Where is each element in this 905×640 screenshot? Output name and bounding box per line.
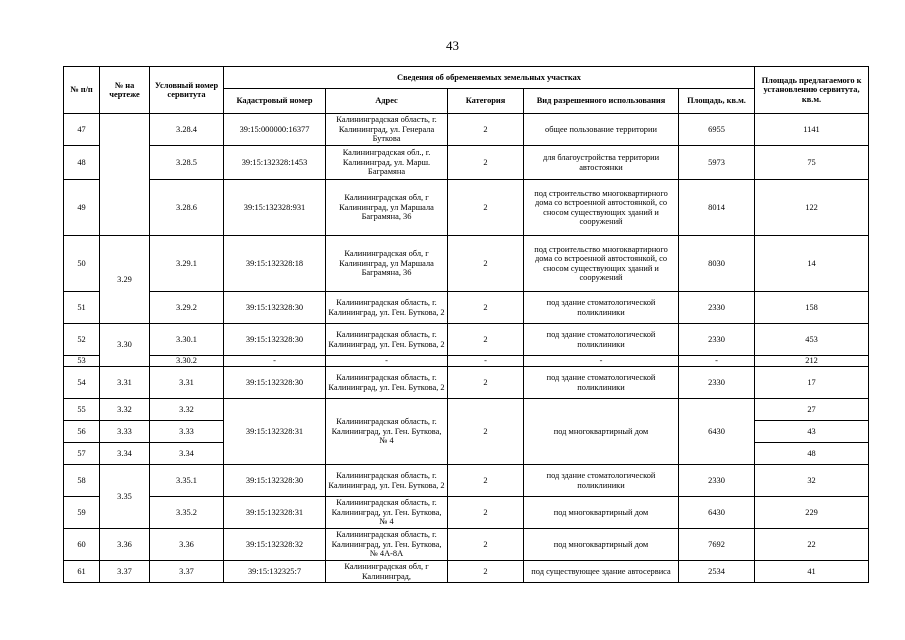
cell-category: 2 (448, 114, 524, 146)
cell-servitude-area: 14 (755, 236, 869, 292)
cell-num: 56 (64, 421, 100, 443)
cell-area: 6955 (679, 114, 755, 146)
table-row (64, 324, 869, 356)
cell-cadastral: 39:15:132328:931 (224, 180, 326, 236)
cell-drawing-no: 3.32 (100, 399, 150, 421)
cell-use: под здание стоматологической поликлиники (524, 292, 679, 324)
cell-drawing-no: 3.30 (100, 324, 150, 367)
header-drawing-no: № на чертеже (100, 67, 150, 114)
table-row (64, 465, 869, 497)
cell-drawing-no (100, 114, 150, 236)
table-row (64, 367, 869, 399)
cell-num: 50 (64, 236, 100, 292)
cell-area: 2330 (679, 465, 755, 497)
cell-servitude-area: 1141 (755, 114, 869, 146)
cell-cadastral: 39:15:132328:31 (224, 497, 326, 529)
cell-servitude-no: 3.30.2 (150, 356, 224, 367)
cell-cadastral: 39:15:132328:1453 (224, 146, 326, 180)
cell-address: Калининградская область, г. Калининград, ул. Ген. Буткова, 2 (326, 324, 448, 356)
cell-area: 2534 (679, 561, 755, 583)
table-row (64, 146, 869, 180)
cell-servitude-no: 3.34 (150, 443, 224, 465)
cell-drawing-no: 3.34 (100, 443, 150, 465)
cell-servitude-no: 3.37 (150, 561, 224, 583)
cell-servitude-area: 453 (755, 324, 869, 356)
cell-area: 6430 (679, 497, 755, 529)
cell-use: под многоквартирный дом (524, 399, 679, 465)
header-num: № п/п (64, 67, 100, 114)
cell-area: 8014 (679, 180, 755, 236)
cell-servitude-no: 3.36 (150, 529, 224, 561)
cell-category: - (448, 356, 524, 367)
cell-category: 2 (448, 146, 524, 180)
cell-address: Калининградская область, г. Калининград, ул. Ген. Буткова, № 4 (326, 399, 448, 465)
cell-use: - (524, 356, 679, 367)
cell-use: под строительство многоквартирного дома со встроенной автостоянкой, со сносом существующих зданий и сооружений (524, 236, 679, 292)
cell-servitude-no: 3.28.5 (150, 146, 224, 180)
cell-drawing-no: 3.31 (100, 367, 150, 399)
cell-num: 53 (64, 356, 100, 367)
cell-address: Калининградская обл, г Калининград, ул Маршала Баграмяна, 36 (326, 236, 448, 292)
cell-category: 2 (448, 465, 524, 497)
cell-drawing-no: 3.36 (100, 529, 150, 561)
cell-num: 59 (64, 497, 100, 529)
servitude-table (63, 66, 869, 583)
cell-category: 2 (448, 324, 524, 356)
cell-num: 54 (64, 367, 100, 399)
cell-area: 5973 (679, 146, 755, 180)
cell-use: под существующее здание автосервиса (524, 561, 679, 583)
cell-category: 2 (448, 561, 524, 583)
cell-servitude-no: 3.35.2 (150, 497, 224, 529)
cell-cadastral: - (224, 356, 326, 367)
cell-servitude-no: 3.30.1 (150, 324, 224, 356)
cell-servitude-no: 3.33 (150, 421, 224, 443)
cell-cadastral: 39:15:000000:16377 (224, 114, 326, 146)
cell-servitude-area: 48 (755, 443, 869, 465)
table-row (64, 497, 869, 529)
header-cadastral: Кадастровый номер (224, 89, 326, 114)
cell-address: - (326, 356, 448, 367)
cell-servitude-no: 3.32 (150, 399, 224, 421)
cell-category: 2 (448, 497, 524, 529)
cell-use: под здание стоматологической поликлиники (524, 465, 679, 497)
cell-drawing-no: 3.35 (100, 465, 150, 529)
cell-servitude-area: 43 (755, 421, 869, 443)
cell-area: 7692 (679, 529, 755, 561)
table-row (64, 399, 869, 421)
cell-cadastral: 39:15:132328:30 (224, 465, 326, 497)
table-row (64, 529, 869, 561)
cell-address: Калининградская область, г. Калининград, ул. Ген. Буткова, № 4 (326, 497, 448, 529)
cell-servitude-no: 3.35.1 (150, 465, 224, 497)
cell-category: 2 (448, 180, 524, 236)
cell-area: 2330 (679, 292, 755, 324)
cell-servitude-no: 3.28.6 (150, 180, 224, 236)
cell-num: 60 (64, 529, 100, 561)
cell-area: 8030 (679, 236, 755, 292)
cell-servitude-no: 3.28.4 (150, 114, 224, 146)
cell-servitude-area: 41 (755, 561, 869, 583)
cell-address: Калининградская область, г. Калининград, ул. Ген. Буткова, № 4А-8А (326, 529, 448, 561)
header-servitude-area: Площадь предлагаемого к установлению сервитута, кв.м. (755, 67, 869, 114)
cell-cadastral: 39:15:132328:30 (224, 324, 326, 356)
cell-num: 52 (64, 324, 100, 356)
cell-servitude-area: 22 (755, 529, 869, 561)
cell-num: 57 (64, 443, 100, 465)
table-row (64, 114, 869, 146)
cell-area: 2330 (679, 324, 755, 356)
cell-servitude-area: 212 (755, 356, 869, 367)
cell-servitude-no: 3.31 (150, 367, 224, 399)
cell-address: Калининградская область, г. Калининград, ул. Генерала Буткова (326, 114, 448, 146)
cell-num: 55 (64, 399, 100, 421)
cell-address: Калининградская обл, г Калининград, (326, 561, 448, 583)
cell-cadastral: 39:15:132328:30 (224, 367, 326, 399)
header-group: Сведения об обременяемых земельных участках (224, 67, 755, 89)
header-address: Адрес (326, 89, 448, 114)
cell-servitude-area: 158 (755, 292, 869, 324)
table-row (64, 236, 869, 292)
cell-drawing-no: 3.29 (100, 236, 150, 324)
cell-address: Калининградская обл., г. Калининград, ул. Марш. Баграмяна (326, 146, 448, 180)
cell-use: под строительство многоквартирного дома со встроенной автостоянкой, со сносом существующих зданий и сооружений (524, 180, 679, 236)
cell-servitude-area: 229 (755, 497, 869, 529)
header-area: Площадь, кв.м. (679, 89, 755, 114)
cell-use: под многоквартирный дом (524, 529, 679, 561)
cell-address: Калининградская область, г. Калининград, ул. Ген. Буткова, 2 (326, 367, 448, 399)
cell-cadastral: 39:15:132325:7 (224, 561, 326, 583)
cell-category: 2 (448, 529, 524, 561)
cell-category: 2 (448, 292, 524, 324)
cell-drawing-no: 3.33 (100, 421, 150, 443)
cell-num: 47 (64, 114, 100, 146)
cell-category: 2 (448, 236, 524, 292)
header-category: Категория (448, 89, 524, 114)
cell-address: Калининградская область, г. Калининград, ул. Ген. Буткова, 2 (326, 465, 448, 497)
cell-area: 6430 (679, 399, 755, 465)
cell-num: 51 (64, 292, 100, 324)
cell-use: общее пользование территории (524, 114, 679, 146)
page-number: 43 (446, 38, 459, 53)
cell-address: Калининградская обл, г Калининград, ул Маршала Баграмяна, 36 (326, 180, 448, 236)
cell-servitude-area: 122 (755, 180, 869, 236)
cell-cadastral: 39:15:132328:18 (224, 236, 326, 292)
cell-servitude-area: 27 (755, 399, 869, 421)
cell-cadastral: 39:15:132328:32 (224, 529, 326, 561)
table-row (64, 292, 869, 324)
cell-address: Калининградская область, г. Калининград, ул. Ген. Буткова, 2 (326, 292, 448, 324)
cell-use: под здание стоматологической поликлиники (524, 367, 679, 399)
cell-servitude-area: 32 (755, 465, 869, 497)
cell-num: 48 (64, 146, 100, 180)
cell-category: 2 (448, 399, 524, 465)
table-row (64, 561, 869, 583)
cell-num: 49 (64, 180, 100, 236)
cell-servitude-no: 3.29.1 (150, 236, 224, 292)
cell-use: под здание стоматологической поликлиники (524, 324, 679, 356)
cell-area: 2330 (679, 367, 755, 399)
cell-category: 2 (448, 367, 524, 399)
header-servitude-no: Условный номер сервитута (150, 67, 224, 114)
cell-cadastral: 39:15:132328:31 (224, 399, 326, 465)
cell-num: 58 (64, 465, 100, 497)
cell-area: - (679, 356, 755, 367)
header-use: Вид разрешенного использования (524, 89, 679, 114)
cell-servitude-no: 3.29.2 (150, 292, 224, 324)
cell-cadastral: 39:15:132328:30 (224, 292, 326, 324)
cell-servitude-area: 17 (755, 367, 869, 399)
table-row (64, 180, 869, 236)
cell-servitude-area: 75 (755, 146, 869, 180)
cell-use: для благоустройства территории автостоянки (524, 146, 679, 180)
cell-use: под многоквартирный дом (524, 497, 679, 529)
cell-num: 61 (64, 561, 100, 583)
cell-drawing-no: 3.37 (100, 561, 150, 583)
table-row (64, 356, 869, 367)
